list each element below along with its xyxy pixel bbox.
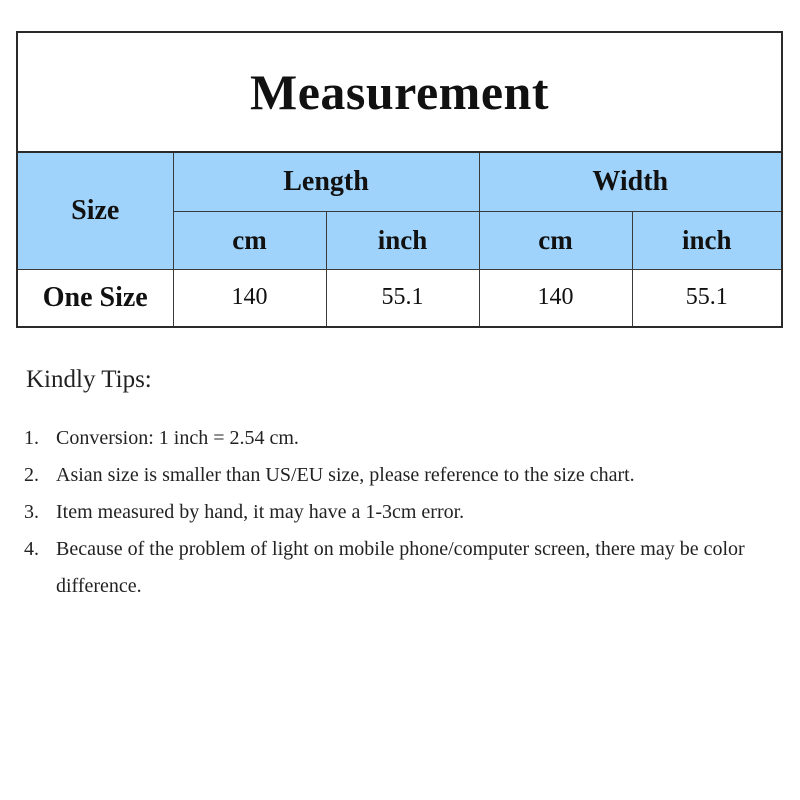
length-inch-cell: 55.1 bbox=[326, 269, 479, 326]
width-cm-header: cm bbox=[479, 211, 632, 269]
tip-text: Because of the problem of light on mobile phone/computer screen, there may be color difference. bbox=[56, 538, 745, 597]
width-header: Width bbox=[479, 153, 781, 211]
table-title: Measurement bbox=[250, 64, 549, 120]
size-header: Size bbox=[18, 153, 173, 269]
tip-number: 3. bbox=[24, 501, 39, 523]
tip-text: Item measured by hand, it may have a 1-3cm error. bbox=[56, 501, 465, 523]
measurement-table bbox=[16, 31, 783, 328]
tips-list bbox=[24, 420, 764, 605]
list-item bbox=[24, 531, 764, 605]
table-row bbox=[18, 269, 781, 326]
tip-number: 4. bbox=[24, 538, 39, 560]
size-cell: One Size bbox=[18, 269, 173, 326]
list-item bbox=[24, 420, 764, 457]
list-item bbox=[24, 457, 764, 494]
tip-text: Asian size is smaller than US/EU size, please reference to the size chart. bbox=[56, 464, 635, 486]
kindly-tips bbox=[24, 366, 764, 605]
width-inch-header: inch bbox=[632, 211, 781, 269]
table-title-row bbox=[18, 33, 781, 153]
tips-title: Kindly Tips: bbox=[26, 366, 152, 393]
length-inch-header: inch bbox=[326, 211, 479, 269]
length-cm-header: cm bbox=[173, 211, 326, 269]
tip-text: Conversion: 1 inch = 2.54 cm. bbox=[56, 427, 299, 449]
list-item bbox=[24, 494, 764, 531]
width-inch-cell: 55.1 bbox=[632, 269, 781, 326]
tip-number: 2. bbox=[24, 464, 39, 486]
length-cm-cell: 140 bbox=[173, 269, 326, 326]
length-header: Length bbox=[173, 153, 479, 211]
size-grid bbox=[18, 153, 781, 326]
tip-number: 1. bbox=[24, 427, 39, 449]
width-cm-cell: 140 bbox=[479, 269, 632, 326]
